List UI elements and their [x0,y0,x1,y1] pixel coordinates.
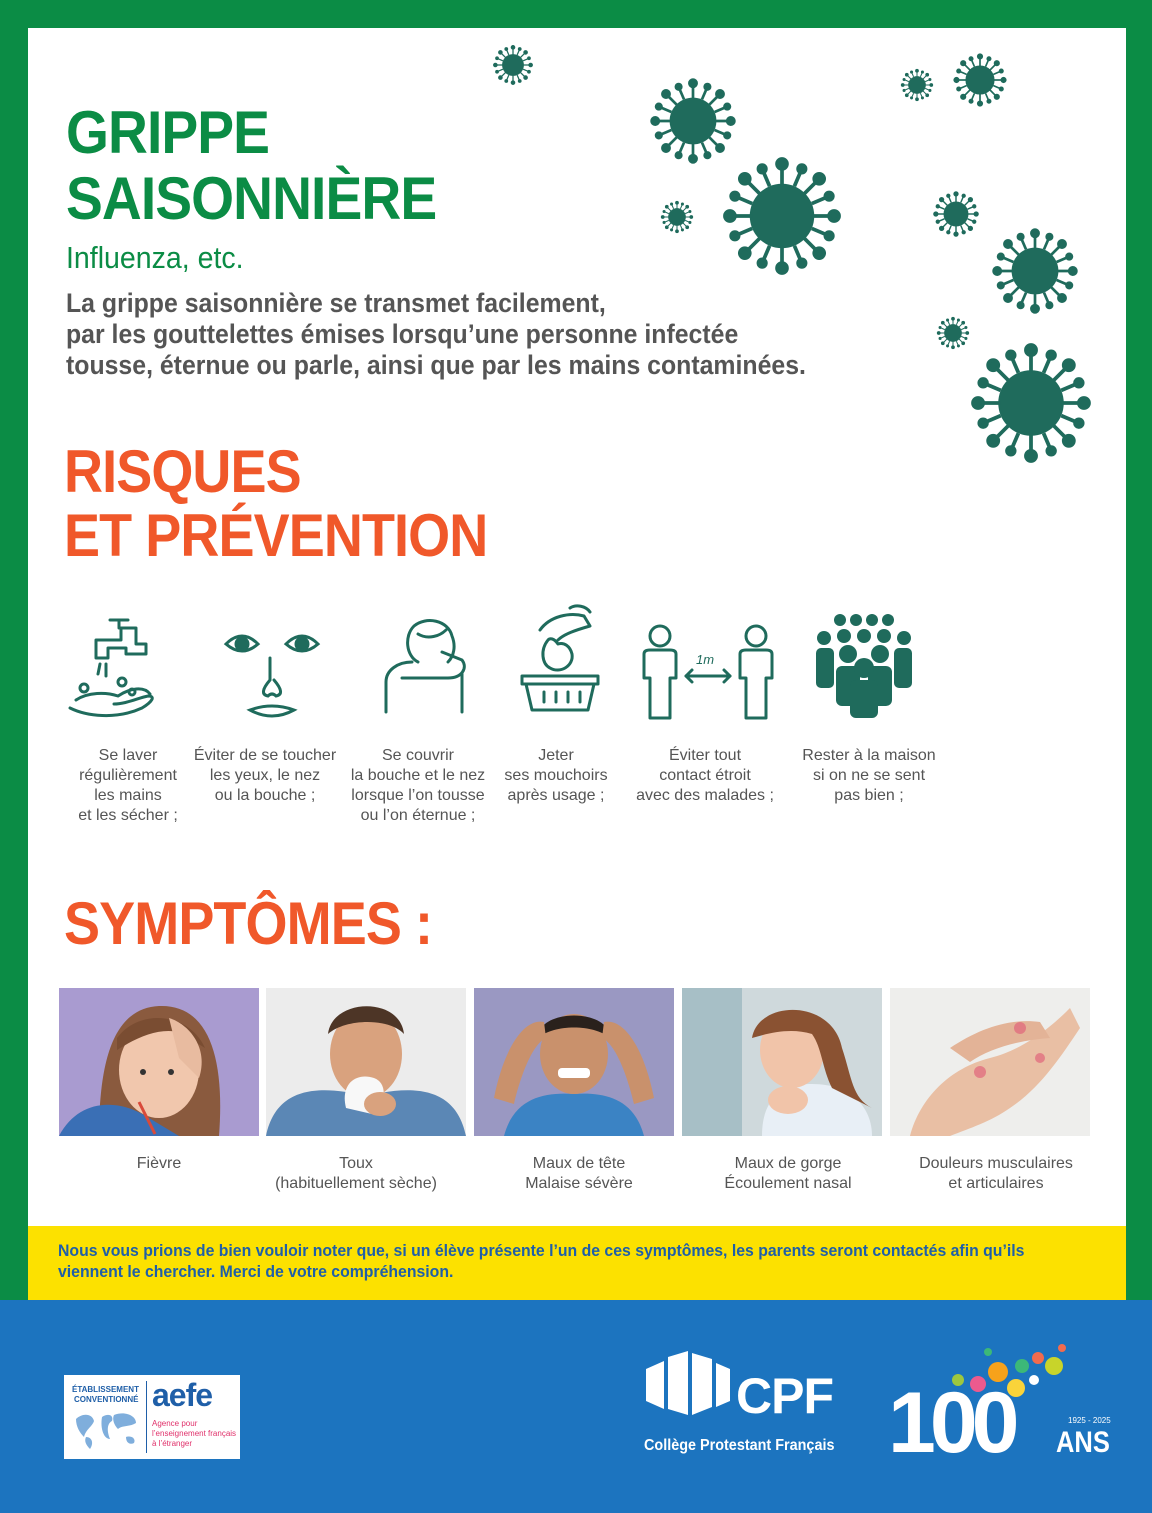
page-title [66,100,436,232]
anniversary-number: 100 [888,1375,1014,1471]
notice-text: Nous vous prions de bien vouloir noter que, si un élève présente l’un de ces symptômes, les parents seront contactés afin qu’ils viennent le chercher. Merci de votre compréhension. [58,1241,1025,1281]
prevention-heading-line-2: ET PRÉVENTION [64,502,488,569]
anniversary-word: ANS [1056,1426,1110,1459]
prevention-heading-line-1: RISQUES [64,438,301,505]
symptom-label-headache: Maux de tête Malaise sévère [525,1155,633,1192]
cough-elbow-icon [378,612,478,722]
sore-throat-illustration [682,988,882,1136]
intro-text [66,288,894,381]
prevention-heading [64,440,487,568]
prevention-label-stay-home: Rester à la maison si on ne se sent pas bien ; [802,747,936,804]
aefe-badge-line-1: ÉTABLISSEMENT [72,1385,139,1394]
headache-illustration [474,988,674,1136]
intro-line-1: La grippe saisonnière se transmet facilement, [66,288,606,318]
distance-icon [640,624,776,724]
title-line-2: SAISONNIÈRE [66,165,437,232]
title-line-1: GRIPPE [66,99,270,166]
cpf-book-icon [644,1349,732,1429]
virus-icon [900,68,934,102]
muscle-pain-illustration [890,988,1090,1136]
virus-icon [936,316,970,350]
crowd-icon [814,612,914,722]
world-map-icon [72,1409,140,1451]
notice-banner [28,1226,1126,1300]
symptom-label-muscle-pain: Douleurs musculaires et articulaires [919,1155,1073,1192]
virus-icon [648,76,738,166]
cpf-wordmark: CPF [736,1368,833,1424]
prevention-label-wash-hands: Se laver régulièrement les mains et les sécher ; [78,747,178,824]
symptom-label-sore-throat: Maux de gorge Écoulement nasal [724,1155,852,1192]
virus-icon [968,340,1094,466]
aefe-divider [146,1381,147,1453]
symptom-label-cough: Toux (habituellement sèche) [275,1155,437,1192]
cpf-logo [644,1345,864,1465]
anniversary-years: 1925 - 2025 [1068,1416,1111,1425]
virus-icon [660,200,694,234]
virus-icon [952,52,1008,108]
symptoms-heading: SYMPTÔMES : [64,890,433,957]
fever-illustration [59,988,259,1136]
virus-icon [932,190,980,238]
prevention-label-tissues: Jeter ses mouchoirs après usage ; [504,747,608,804]
virus-icon [720,154,844,278]
anniversary-logo [888,1340,1128,1470]
aefe-badge-line-2: CONVENTIONNÉ [74,1395,139,1404]
aefe-logo [64,1375,240,1459]
prevention-label-distance: Éviter tout contact étroit avec des malades ; [636,747,774,804]
hand-washing-icon [66,612,166,722]
aefe-tagline-line-3: à l’étranger [152,1439,193,1448]
virus-icon [990,226,1080,316]
aefe-wordmark: aefe [152,1377,213,1413]
prevention-label-cover: Se couvrir la bouche et le nez lorsque l’on tousse ou l’on éternue ; [350,747,486,824]
prevention-label-face: Éviter de se toucher les yeux, le nez ou la bouche ; [193,747,337,804]
footer [0,1300,1152,1513]
symptom-label-fever: Fièvre [136,1155,182,1172]
page-subtitle: Influenza, etc. [66,240,244,275]
tissue-bin-icon [510,604,610,714]
cough-illustration [266,988,466,1136]
intro-line-2: par les gouttelettes émises lorsqu’une personne infectée [66,319,739,349]
aefe-tagline-line-1: Agence pour [152,1419,198,1428]
aefe-tagline-line-2: l’enseignement français [152,1429,237,1438]
distance-label: 1m [696,652,715,667]
intro-line-3: tousse, éternue ou parle, ainsi que par les mains contaminées. [66,350,806,380]
cpf-full-name: Collège Protestant Français [644,1437,835,1454]
virus-icon [492,44,534,86]
face-icon [222,622,322,732]
